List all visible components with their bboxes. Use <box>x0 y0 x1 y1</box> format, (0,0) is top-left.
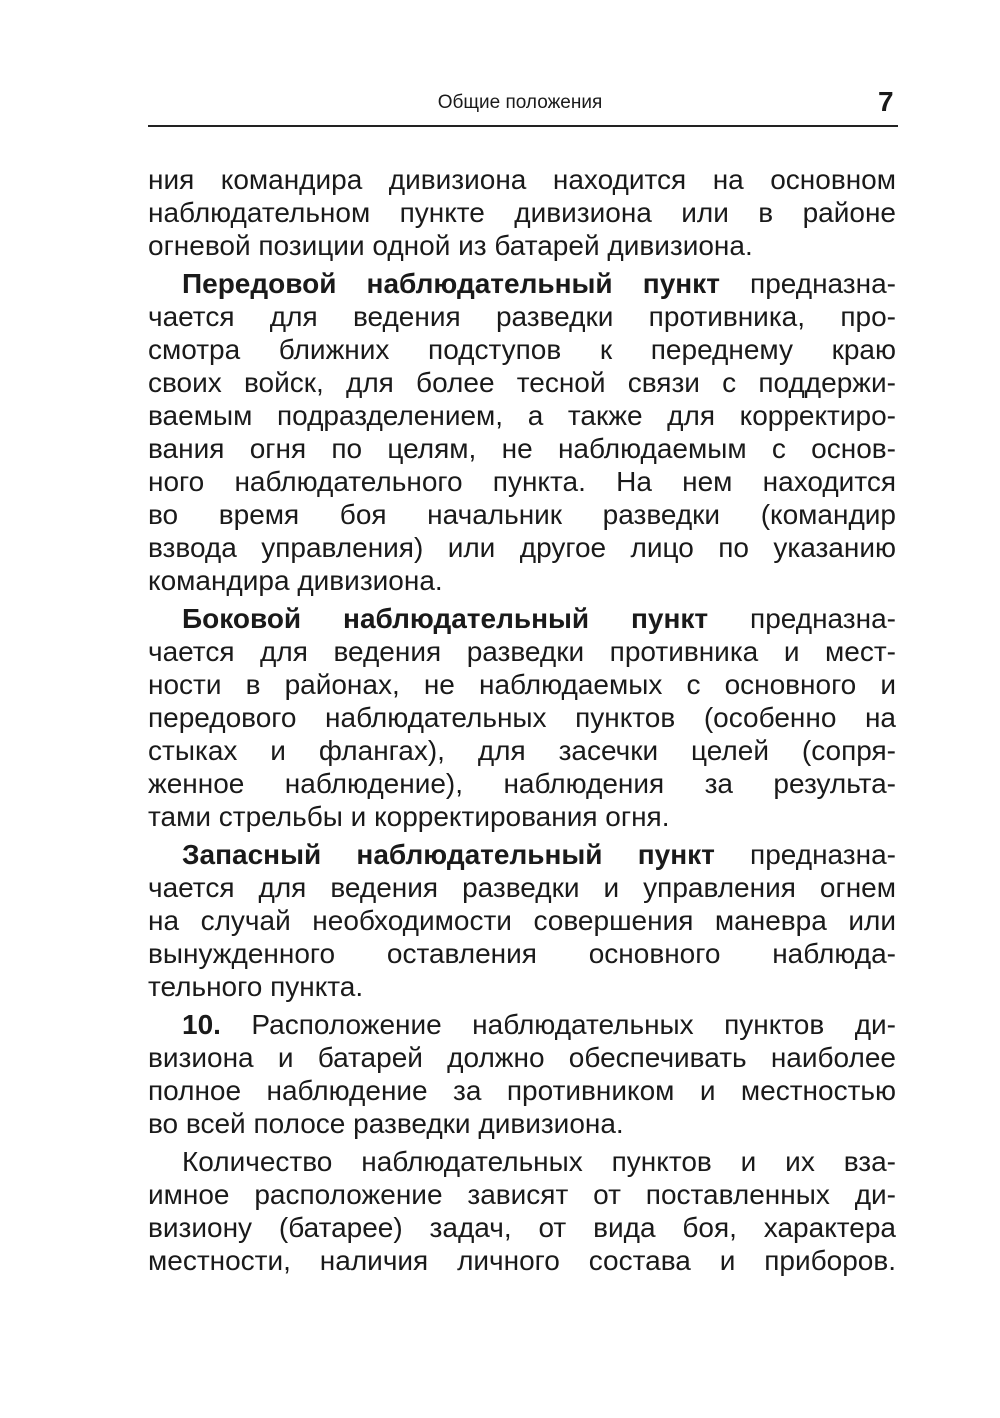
line-text: чается для ведения разведки противника, про- <box>148 301 896 332</box>
text-line <box>148 970 896 1003</box>
line-text: ния командира дивизиона находится на основном <box>148 164 896 195</box>
bold-term: 10. <box>182 1009 221 1040</box>
line-text: предназна- <box>708 603 896 634</box>
line-text: ваемым подразделением, а также для корректиро- <box>148 400 896 431</box>
line-text: имное расположение зависят от поставленных ди- <box>148 1179 896 1210</box>
text-line <box>148 1244 896 1277</box>
text-line <box>148 267 896 300</box>
text-line <box>148 366 896 399</box>
line-text: огневой позиции одной из батарей дивизиона. <box>148 230 753 261</box>
text-line <box>148 1178 896 1211</box>
line-text: ности в районах, не наблюдаемых с основного и <box>148 669 896 700</box>
text-line <box>148 1041 896 1074</box>
paragraph <box>148 163 896 262</box>
text-line <box>148 1008 896 1041</box>
text-line <box>148 229 896 262</box>
text-line <box>148 937 896 970</box>
text-line <box>148 498 896 531</box>
line-text: Расположение наблюдательных пунктов ди- <box>220 1009 896 1040</box>
paragraph <box>148 1145 896 1277</box>
line-text: передового наблюдательных пунктов (особенно на <box>148 702 896 733</box>
line-text: наблюдательном пункте дивизиона или в районе <box>148 197 896 228</box>
text-line <box>148 767 896 800</box>
line-text: тельного пункта. <box>148 971 364 1002</box>
text-line <box>148 196 896 229</box>
text-line <box>148 1107 896 1140</box>
text-line <box>148 635 896 668</box>
text-line <box>148 564 896 597</box>
text-line <box>148 602 896 635</box>
text-line <box>148 668 896 701</box>
line-text: тами стрельбы и корректирования огня. <box>148 801 670 832</box>
line-text: визиона и батарей должно обеспечивать наиболее <box>148 1042 896 1073</box>
text-line <box>148 531 896 564</box>
text-line <box>148 300 896 333</box>
line-text: командира дивизиона. <box>148 565 443 596</box>
line-text: женное наблюдение), наблюдения за результа- <box>148 768 896 799</box>
line-text: вания огня по целям, не наблюдаемым с основ- <box>148 433 896 464</box>
text-line <box>148 800 896 833</box>
body-text <box>148 163 896 1277</box>
line-text: на случай необходимости совершения маневра или <box>148 905 896 936</box>
text-line <box>148 465 896 498</box>
text-line <box>148 1074 896 1107</box>
paragraph <box>148 838 896 1003</box>
page-number: 7 <box>878 86 894 117</box>
bold-term: Боковой наблюдательный пункт <box>182 603 709 634</box>
line-text: во время боя начальник разведки (командир <box>148 499 896 530</box>
line-text: предназна- <box>719 268 896 299</box>
bold-term: Передовой наблюдательный пункт <box>182 268 720 299</box>
line-text: стыках и флангах), для засечки целей (сопря- <box>148 735 896 766</box>
line-text: смотра ближних подступов к переднему краю <box>148 334 896 365</box>
line-text: вынужденного оставления основного наблюда- <box>148 938 896 969</box>
line-text: чается для ведения разведки и управления огнем <box>148 872 896 903</box>
line-text: предназна- <box>714 839 897 870</box>
line-text: своих войск, для более тесной связи с поддержи- <box>148 367 896 398</box>
text-line <box>148 701 896 734</box>
text-line <box>148 399 896 432</box>
line-text: полное наблюдение за противником и местностью <box>148 1075 896 1106</box>
line-text: чается для ведения разведки противника и мест- <box>148 636 896 667</box>
text-line <box>148 734 896 767</box>
text-line <box>148 1145 896 1178</box>
text-line <box>148 1211 896 1244</box>
line-text: ного наблюдательного пункта. На нем находится <box>148 466 896 497</box>
header-rule <box>148 125 898 127</box>
text-line <box>148 838 896 871</box>
line-text: Количество наблюдательных пунктов и их вза- <box>182 1146 896 1177</box>
text-line <box>148 163 896 196</box>
paragraph <box>148 1008 896 1140</box>
running-header: Общие положения <box>437 92 603 113</box>
text-line <box>148 871 896 904</box>
text-line <box>148 333 896 366</box>
text-line <box>148 904 896 937</box>
line-text: визиону (батарее) задач, от вида боя, характера <box>148 1212 896 1243</box>
text-line <box>148 432 896 465</box>
paragraph <box>148 267 896 597</box>
bold-term: Запасный наблюдательный пункт <box>182 839 715 870</box>
line-text: местности, наличия личного состава и приборов. <box>148 1245 896 1276</box>
line-text: взвода управления) или другое лицо по указанию <box>148 532 896 563</box>
paragraph <box>148 602 896 833</box>
line-text: во всей полосе разведки дивизиона. <box>148 1108 624 1139</box>
